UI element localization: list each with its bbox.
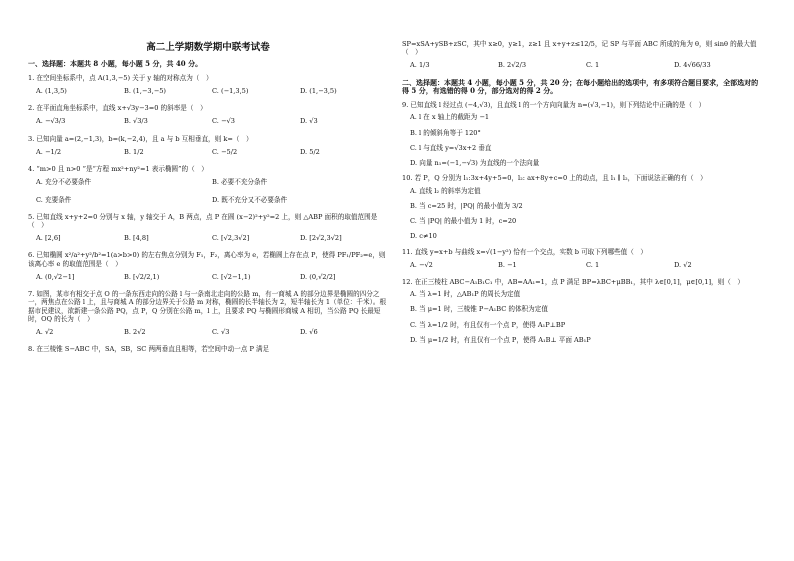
- option: D. 5/2: [300, 147, 320, 156]
- option-line: C. 当 λ=1/2 时，有且仅有一个点 P，使得 A₁P⊥BP: [410, 320, 566, 329]
- option-line: A. 直线 l₂ 的斜率为定值: [410, 186, 481, 195]
- section-heading-1: 一、选择题：本题共 8 小题，每小题 5 分，共 40 分。: [28, 58, 203, 68]
- question-stem: 1. 在空间坐标系中，点 A(1,3,−5) 关于 y 轴的对称点为（ ）: [28, 73, 213, 82]
- section-heading-2: 二、选择题：本题共 4 小题，每小题 5 分，共 20 分；在每小题给出的选项中，有多项符合题目要求，全部选对的得 5 分，有选错的得 0 分，部分选对的得 2 分。: [402, 77, 759, 96]
- q8-continuation: SP=xSA+ySB+zSC，其中 x≥0，y≥1，z≥1 且 x+y+z≤12/5，记 SP 与平面 ABC 所成的角为 θ，则 sinθ 的最大值（ ）: [402, 40, 757, 57]
- options-row: [28, 234, 388, 242]
- option: A. (0,√2−1]: [36, 272, 75, 281]
- question-stem: 11. 直线 y=x+b 与曲线 x=√(1−y²) 恰有一个交点，实数 b 可取下列哪些值（ ）: [402, 247, 648, 256]
- left-column: [28, 40, 388, 358]
- option: C. 1: [586, 61, 600, 70]
- question-stem: 7. 如图，某市有相交于点 O 的一条东西走向的公路 l 与一条南北走向的公路 m，有一商城 A 的部分边界是椭圆的四分之一，两焦点在公路 l 上，且与商城 A 的部分边界关于公路 m 对称，椭圆的长半轴长为 2，短半轴长为 1（单位：千米）。根据市民建议，欲新建一条公路 PQ，点 P，Q 分别在公路 m，l 上，且要求 PQ 与椭圆形商城 A 相切，当公路 PQ 长最短时，OQ 的长为（ ）: [28, 290, 387, 323]
- option: A. 1/3: [410, 61, 430, 70]
- option: A. 充分不必要条件: [36, 178, 92, 187]
- option: C. [√2,3√2]: [212, 234, 250, 243]
- option: B. [√2/2,1): [124, 272, 160, 281]
- option: B. −1: [498, 260, 517, 269]
- question-stem: 4. “m>0 且 n>0 ”是“方程 mx²+ny²=1 表示椭圆”的（ ）: [28, 165, 208, 174]
- option: B. √3/3: [124, 117, 148, 126]
- option: D. √3: [300, 117, 318, 126]
- option: A. √2: [36, 328, 54, 337]
- option: C. [√2−1,1): [212, 272, 251, 281]
- option: A. −√3/3: [36, 117, 66, 126]
- option: A. −1/2: [36, 147, 62, 156]
- options-row: [28, 328, 388, 336]
- option: D. √6: [300, 328, 318, 337]
- option: A. (1,3,5): [36, 86, 67, 95]
- options-row: [28, 178, 388, 186]
- question-stem: 6. 已知椭圆 x²/a²+y²/b²=1(a>b>0) 的左右焦点分别为 F₁，F₂，离心率为 e，若椭圆上存在点 P，使得 PF₁/PF₂=e，则该离心率 e 的取值范围是（ ）: [28, 251, 386, 268]
- question-stem: 2. 在平面直角坐标系中，直线 x+√3y−3=0 的斜率是（ ）: [28, 104, 207, 113]
- options-row: [28, 87, 388, 95]
- option-line: B. 当 μ=1 时，三棱锥 P−A₁BC 的体积为定值: [410, 305, 548, 314]
- option: B. 1/2: [124, 147, 144, 156]
- option: C. 充要条件: [36, 195, 72, 204]
- options-row: [28, 117, 388, 125]
- option: B. 必要不充分条件: [212, 178, 268, 187]
- options-row: [402, 261, 762, 269]
- option: C. −√3: [212, 117, 235, 126]
- option: D. (0,√2/2]: [300, 272, 336, 281]
- question-stem: 10. 若 P，Q 分别为 l₁:3x+4y+5=0，l₂: ax+8y+c=0 上的动点，且 l₁ ∥ l₂，下面说法正确的有（ ）: [402, 174, 707, 183]
- option-line: A. 当 λ=1 时，△AB₁P 的周长为定值: [410, 290, 521, 299]
- question-stem: 5. 已知直线 x+y+2=0 分别与 x 轴，y 轴交于 A，B 两点，点 P 在圆 (x−2)²+y²=2 上，则 △ABP 面积的取值范围是（ ）: [28, 212, 378, 229]
- question-stem: 8. 在三棱锥 S−ABC 中，SA，SB，SC 两两垂直且相等，若空间中动一点 P 满足: [28, 345, 270, 354]
- option: C. 1: [586, 260, 600, 269]
- option: D. (1,−3,5): [300, 86, 337, 95]
- option: D. [2√2,3√2]: [300, 234, 342, 243]
- option: D. 既不充分又不必要条件: [212, 195, 288, 204]
- option: A. [2,6]: [36, 234, 61, 243]
- left-questions: [28, 74, 388, 354]
- option: D. √2: [674, 260, 692, 269]
- option: B. (1,−3,−5): [124, 86, 167, 95]
- option: B. 2√2: [124, 328, 146, 337]
- option-line: C. 当 |PQ| 的最小值为 1 时，c=20: [410, 217, 517, 226]
- option: B. [4,8]: [124, 234, 149, 243]
- option-line: D. c≠10: [410, 232, 437, 241]
- option: C. −5/2: [212, 147, 238, 156]
- options-row: [28, 273, 388, 281]
- option-line: C. l 与直线 y=√3x+2 垂直: [410, 143, 492, 152]
- option-line: D. 向量 n₁=(−1,−√3) 为直线的一个法向量: [410, 159, 540, 168]
- option: C. √3: [212, 328, 230, 337]
- options-row: [28, 196, 388, 204]
- option-line: B. 当 c=25 时，|PQ| 的最小值为 3/2: [410, 201, 523, 210]
- option: C. (−1,3,5): [212, 86, 249, 95]
- options-row: [28, 148, 388, 156]
- question-stem: 3. 已知向量 a=(2,−1,3)，b=(k,−2,4)，且 a 与 b 互相垂直，则 k=（ ）: [28, 134, 253, 143]
- option-line: A. l 在 x 轴上的截距为 −1: [410, 113, 490, 122]
- option-line: D. 当 μ=1/2 时，有且仅有一个点 P，使得 A₁B⊥ 平面 AB₁P: [410, 335, 591, 344]
- question-stem: 12. 在正三棱柱 ABC−A₁B₁C₁ 中，AB=AA₁=1，点 P 满足 BP=λBC+μBB₁，其中 λ∈[0,1]，μ∈[0,1]，则（ ）: [402, 278, 745, 287]
- option: D. 4√66/33: [674, 61, 711, 70]
- q8-options: [402, 61, 762, 69]
- option-line: B. l 的倾斜角等于 120°: [410, 128, 481, 137]
- right-questions: [402, 101, 762, 344]
- question-stem: 9. 已知直线 l 经过点 (−4,√3)，且直线 l 的一个方向向量为 n=(√3,−1)，则下列结论中正确的是（ ）: [402, 101, 706, 110]
- option: B. 2√2/3: [498, 61, 527, 70]
- option: A. −√2: [410, 260, 433, 269]
- page-title: 高二上学期数学期中联考试卷: [146, 42, 270, 53]
- right-column: [402, 40, 762, 351]
